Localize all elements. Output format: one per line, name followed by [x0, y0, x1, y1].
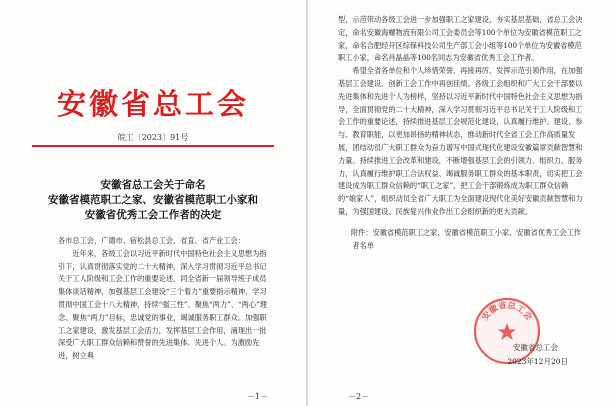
attachment-note: 附件：安徽省模范职工之家、安徽省模范职工小家、安徽省优秀工会工作者名单 — [350, 227, 581, 250]
seal-text: 安徽省总工会 — [480, 300, 534, 323]
signature-date: 2023年12月20日 — [507, 357, 568, 366]
document-number: 皖工〔2023〕91号 — [117, 133, 189, 142]
page-1-body — [58, 235, 272, 363]
body-paragraph: 近年来，各级工会以习近平新时代中国特色社会主义思想为指引下，认真贯彻落实党的二十大精神，深入学习贯彻习近平总书记关于工人阶级和工会工作的重要论述，同全省新一届领导班子成员集体谈话精神，加强基层工会建设“三个着力”重要指示精神，学习贯彻中国工会十八大精神，持续“强三性”、聚焦“两力”、“两心”理念、聚焦“两力”目标，忠诚党的事业，竭诚服务职工群众。加强职工之家建设，激发基层工会活力，发挥基层工会作用，涌现出一批深受广大职工群众信赖和赞誉的先进集体。先进个人。为激励先进，树立典 — [58, 248, 267, 361]
signature-organization: 安徽省总工会 — [513, 343, 558, 352]
body-paragraph: 希望全省各单位和个人珍惜荣誉、再接再厉，发挥示范引领作用，在加强基层工会建设、创新工会工作中再创佳绩。各级工会组织和广大工会干部要以先进集体和先进个人为榜样，坚持以习近平新时代中国特色社会主义思想为指导，全面贯彻党的二十大精神，深入学习贯彻习近平总书记关于工人阶级和工会工作的重要论述，持续推进基层工会规范化建设，认真履行维护、建设、参与、教育职能，以更加昂扬的精神状态，推动新时代全省工会工作高质量发展，团结动员广大职工群众为奋力谱写中国式现代化建设安徽篇章贡献智慧和力量。持续推进工会改革和建设，不断增强基层工会的引领力、组织力、服务力，认真履行维护职工合法权益、竭诚服务职工群众的基本职责，切实把工会建设成为职工群众信赖的“职工之家”，把工会干部锻炼成为职工群众信赖的“娘家人”，组织动员全省广大职工为全面建设现代化美好安徽贡献智慧和力量，为强国建设、民族复兴伟业作出工会组织新的更大贡献。 — [338, 66, 583, 216]
page-number: －2－ — [348, 392, 370, 401]
page-number: －1－ — [246, 392, 268, 401]
decision-title — [0, 178, 306, 223]
signature-block — [478, 338, 568, 370]
document-page-2 — [308, 0, 614, 406]
organization-title: 安徽省总工会 — [56, 87, 249, 121]
addressee: 各市总工会，广德市、宿松县总工会，省直、省产业工会： — [58, 236, 245, 245]
red-separator-line — [32, 145, 274, 147]
page-2-body — [338, 14, 586, 252]
decision-title-line: 安徽省优秀工会工作者的决定 — [84, 209, 222, 221]
document-page-1 — [0, 0, 306, 406]
decision-title-line: 安徽省模范职工之家、安徽省模范职工小家和 — [48, 194, 258, 206]
body-paragraph: 型，示范带动各级工会进一步加强职工之家建设，夯实基层基础，省总工会决定，命名安徽海螺物流有限公司工会委员会等100个单位为安徽省模范职工之家，命名合肥经开区综保科技公司生产部工会小组等100个单位为安徽省模范职工小家，命名肖晶晶等100名同志为安徽省优秀工会工作者。 — [338, 15, 583, 63]
decision-title-line: 安徽省总工会关于命名 — [100, 179, 206, 191]
